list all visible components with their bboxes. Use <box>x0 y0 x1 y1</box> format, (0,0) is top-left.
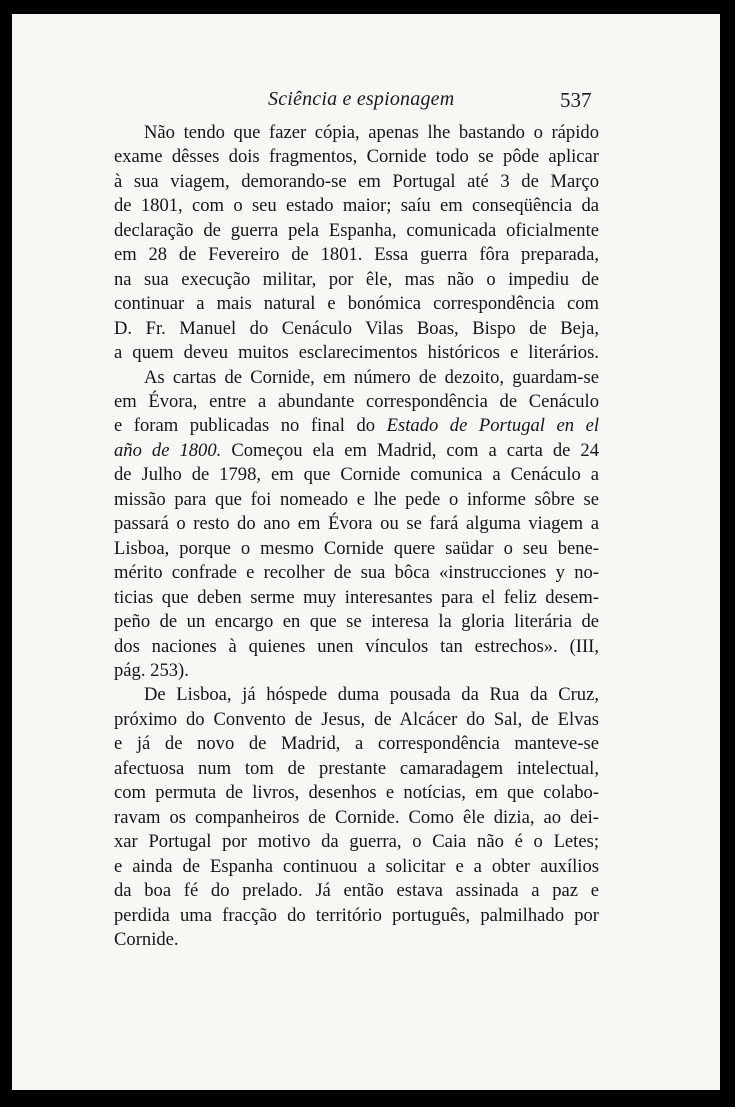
text-line: com permuta de livros, desenhos e notícias, em que colabo- <box>114 782 599 804</box>
text-line <box>114 439 599 463</box>
text-line: Não tendo que fazer cópia, apenas lhe bastando o rápido <box>144 122 599 143</box>
text-line: Cornide. <box>114 928 179 950</box>
text-line: de 1801, com o seu estado maior; saíu em conseqüência da <box>114 195 599 217</box>
text-line: à sua viagem, demorando-se em Portugal até 3 de Março <box>114 170 599 192</box>
text-line: em Évora, entre a abundante correspondência de Cenáculo <box>114 390 599 412</box>
text-line: mérito confrade e recolher de sua bôca «instrucciones y no- <box>114 562 599 584</box>
text-line: de Julho de 1798, em que Cornide comunica a Cenáculo a <box>114 464 599 486</box>
text-line: missão para que foi nomeado e lhe pede o informe sôbre se <box>114 488 599 510</box>
page-number: 537 <box>560 88 592 112</box>
text-line: Lisboa, porque o mesmo Cornide quere saüdar o seu bene- <box>114 537 599 559</box>
text-line: exame dêsses dois fragmentos, Cornide todo se pôde aplicar <box>114 146 599 168</box>
text-line: pág. 253). <box>114 659 189 681</box>
paragraph-3 <box>114 683 599 952</box>
text-fragment: e foram publicadas no final do <box>114 415 387 437</box>
body-text <box>114 121 599 952</box>
text-fragment: Começou ela em Madrid, com a carta de 24 <box>221 439 599 461</box>
book-title-italic: Estado de Portugal en el <box>386 415 599 437</box>
book-page <box>12 14 720 1090</box>
text-line: declaração de guerra pela Espanha, comunicada oficialmente <box>114 219 599 241</box>
text-line: D. Fr. Manuel do Cenáculo Vilas Boas, Bispo de Beja, <box>114 317 599 339</box>
text-line: da boa fé do prelado. Já então estava assinada a paz e <box>114 880 599 902</box>
text-line: xar Portugal por motivo da guerra, o Caia não é o Letes; <box>114 831 599 853</box>
paragraph-1 <box>114 121 599 366</box>
text-line: As cartas de Cornide, em número de dezoito, guardam-se <box>144 366 599 388</box>
paragraph-2 <box>114 366 599 684</box>
text-line: ticias que deben serme muy interesantes para el feliz desem- <box>114 586 599 608</box>
text-line: em 28 de Fevereiro de 1801. Essa guerra fôra preparada, <box>114 244 599 266</box>
text-line: e já de novo de Madrid, a correspondência manteve-se <box>114 733 599 755</box>
text-line <box>114 414 599 438</box>
text-line: a quem deveu muitos esclarecimentos históricos e literários. <box>114 342 599 364</box>
text-line: dos naciones à quienes unen vínculos tan estrechos». (III, <box>114 635 599 657</box>
text-line: passará o resto do ano em Évora ou se fará alguma viagem a <box>114 513 599 535</box>
text-line: perdida uma fracção do território português, palmilhado por <box>114 904 599 926</box>
text-line: e ainda de Espanha continuou a solicitar e a obter auxílios <box>114 855 599 877</box>
text-line: De Lisboa, já hóspede duma pousada da Rua da Cruz, <box>144 684 599 706</box>
text-line: peño de un encargo en que se interesa la gloria literária de <box>114 611 599 633</box>
text-line: afectuosa num tom de prestante camaradagem intelectual, <box>114 757 599 779</box>
page-header <box>12 88 720 118</box>
running-title: Sciência e espionagem <box>268 88 455 110</box>
text-line: continuar a mais natural e bonómica correspondência com <box>114 293 599 315</box>
text-line: na sua execução militar, por êle, mas não o impediu de <box>114 268 599 290</box>
text-line: ravam os companheiros de Cornide. Como êle dizia, ao dei- <box>114 806 599 828</box>
book-title-italic-cont: año de 1800. <box>114 439 222 461</box>
text-line: próximo do Convento de Jesus, de Alcácer do Sal, de Elvas <box>114 708 599 730</box>
